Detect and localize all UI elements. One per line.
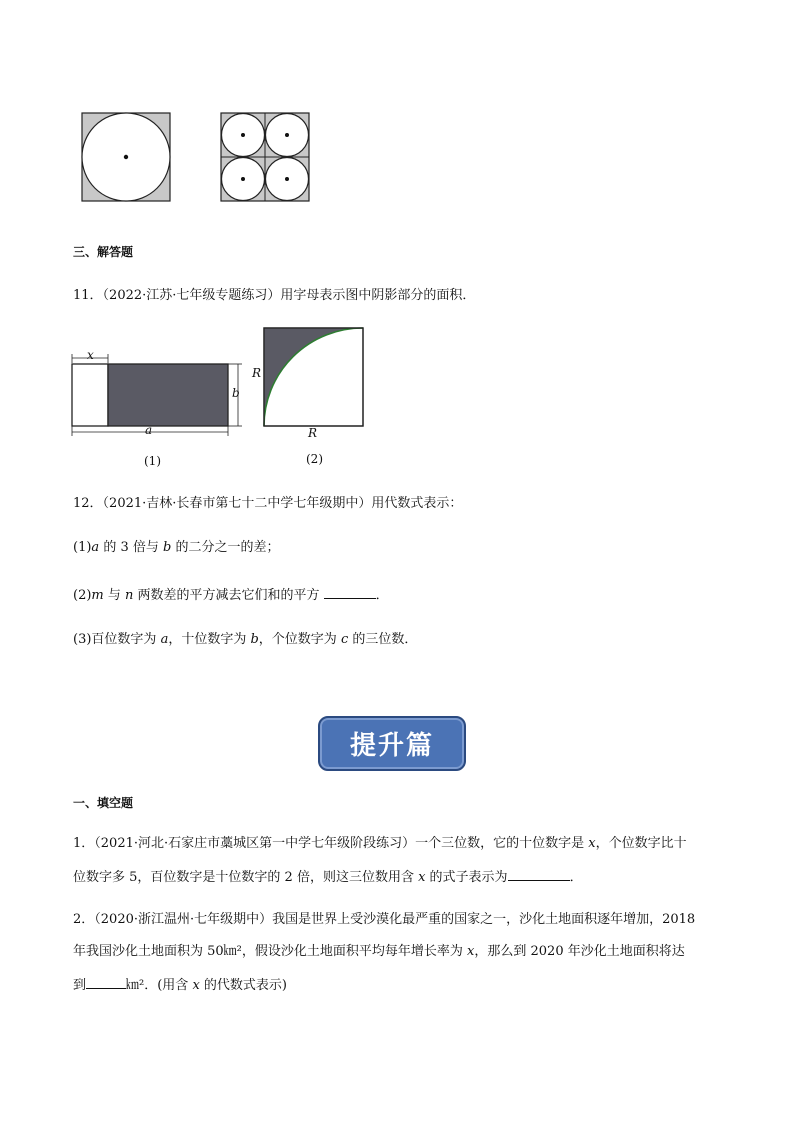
fig1-label-b: b (232, 386, 240, 400)
fig1-label-x: x (87, 348, 94, 362)
circle-square-figures (80, 110, 320, 205)
q12-part1: (1)a 的 3 倍与 b 的二分之一的差； (73, 540, 280, 555)
q12-part3: (3)百位数字为 a，十位数字为 b，个位数字为 c 的三位数． (73, 632, 418, 647)
q11-figure1 (66, 350, 246, 440)
q2-line1: 2．（2020·浙江温州·七年级期中）我国是世界上受沙漠化最严重的国家之一，沙化土地面积逐年增加，2018 (73, 912, 696, 927)
answer-blank[interactable] (508, 866, 570, 881)
fig1-caption: (1) (144, 454, 161, 468)
fig1-label-a: a (145, 423, 153, 437)
four-circles-figure (221, 113, 309, 201)
q2-line3: 到 ㎞²．(用含 x 的代数式表示) (73, 974, 287, 996)
fig2-caption: (2) (306, 452, 323, 466)
section3-heading: 三、解答题 (73, 245, 134, 259)
big-circle-figure (82, 113, 170, 201)
q1-line1: 1．（2021·河北·石家庄市藁城区第一中学七年级阶段练习）一个三位数，它的十位数字是 x，个位数字比十 (73, 836, 687, 851)
answer-blank[interactable] (324, 584, 376, 599)
q12-part2: (2)m 与 n 两数差的平方减去它们和的平方 ． (73, 584, 389, 606)
q2-line2: 年我国沙化土地面积为 50㎞²，假设沙化土地面积平均每年增长率为 x，那么到 2020 年沙化土地面积将达 (73, 944, 685, 959)
answer-blank[interactable] (86, 974, 126, 989)
section1-heading: 一、填空题 (73, 796, 134, 810)
q11-figure2 (262, 326, 366, 428)
fig2-label-r-left: R (252, 366, 262, 380)
q12-text: 12．（2021·吉林·长春市第七十二中学七年级期中）用代数式表示： (73, 496, 463, 511)
fig2-label-r-bottom: R (308, 426, 318, 440)
q1-line2: 位数字多 5，百位数字是十位数字的 2 倍，则这三位数用含 x 的式子表示为 ． (73, 866, 583, 888)
q11-text: 11．（2022·江苏·七年级专题练习）用字母表示图中阴影部分的面积． (73, 288, 476, 303)
improvement-banner (318, 716, 466, 771)
banner-title: 提升篇 (349, 731, 434, 761)
